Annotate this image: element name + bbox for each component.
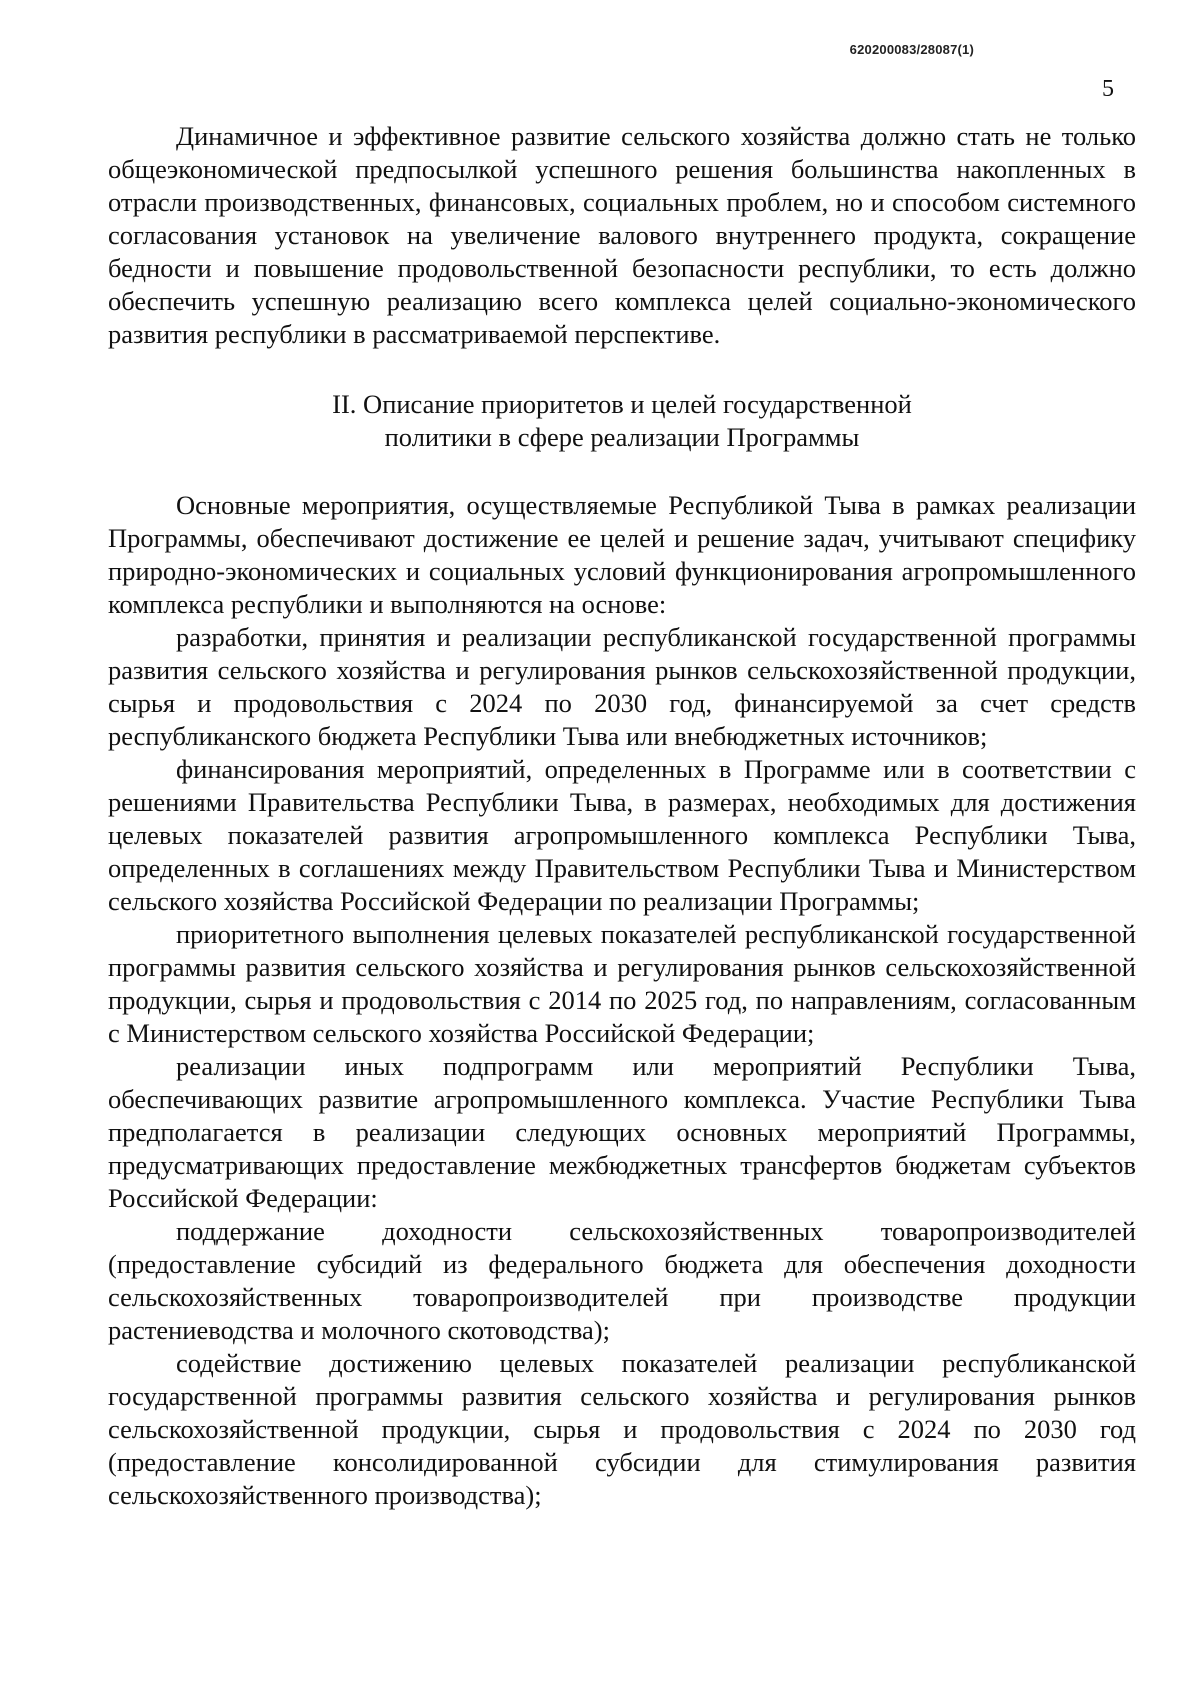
- section-paragraph-4: приоритетного выполнения целевых показателей республиканской государственной программы развития сельского хозяйства и регулирования рынков сельскохозяйственной продукции, сырья и продовольствия с 2014 по 2025 год, по направлениям, согласованным с Министерством сельского хозяйства Российской Федерации;: [108, 919, 1136, 1048]
- section-title-line-1: II. Описание приоритетов и целей государственной: [332, 389, 912, 419]
- section-title: [108, 388, 1136, 454]
- intro-paragraph: Динамичное и эффективное развитие сельского хозяйства должно стать не только общеэкономической предпосылкой успешного решения большинства накопленных в отрасли производственных, финансовых, социальных проблем, но и способом системного согласования установок на увеличение валового внутреннего продукта, сокращение бедности и повышение продовольственной безопасности республики, то есть должно обеспечить успешную реализацию всего комплекса целей социально-экономического развития республики в рассматриваемой перспективе.: [108, 121, 1136, 349]
- page-number: 5: [1102, 76, 1114, 102]
- section-paragraph-7: содействие достижению целевых показателей реализации республиканской государственной программы развития сельского хозяйства и регулирования рынков сельскохозяйственной продукции, сырья и продовольствия с 2024 по 2030 год (предоставление консолидированной субсидии для стимулирования развития сельскохозяйственного производства);: [108, 1348, 1136, 1510]
- section-paragraph-1: Основные мероприятия, осуществляемые Республикой Тыва в рамках реализации Программы, обеспечивают достижение ее целей и решение задач, учитывают специфику природно-экономических и социальных условий функционирования агропромышленного комплекса республики и выполняются на основе:: [108, 490, 1136, 619]
- section-title-line-2: политики в сфере реализации Программы: [384, 422, 860, 452]
- section-paragraph-2: разработки, принятия и реализации республиканской государственной программы развития сельского хозяйства и регулирования рынков сельскохозяйственной продукции, сырья и продовольствия с 2024 по 2030 год, финансируемой за счет средств республиканского бюджета Республики Тыва или внебюджетных источников;: [108, 622, 1136, 751]
- section-paragraph-5: реализации иных подпрограмм или мероприятий Республики Тыва, обеспечивающих развитие агропромышленного комплекса. Участие Республики Тыва предполагается в реализации следующих основных мероприятий Программы, предусматривающих предоставление межбюджетных трансфертов бюджетам субъектов Российской Федерации:: [108, 1051, 1136, 1213]
- section-paragraph-3: финансирования мероприятий, определенных в Программе или в соответствии с решениями Правительства Республики Тыва, в размерах, необходимых для достижения целевых показателей развития агропромышленного комплекса Республики Тыва, определенных в соглашениях между Правительством Республики Тыва и Министерством сельского хозяйства Российской Федерации по реализации Программы;: [108, 754, 1136, 916]
- section-paragraph-6: поддержание доходности сельскохозяйственных товаропроизводителей (предоставление субсидий из федерального бюджета для обеспечения доходности сельскохозяйственных товаропроизводителей при производстве продукции растениеводства и молочного скотоводства);: [108, 1216, 1136, 1345]
- document-body: [108, 120, 1136, 1512]
- document-id: 620200083/28087(1): [849, 42, 974, 57]
